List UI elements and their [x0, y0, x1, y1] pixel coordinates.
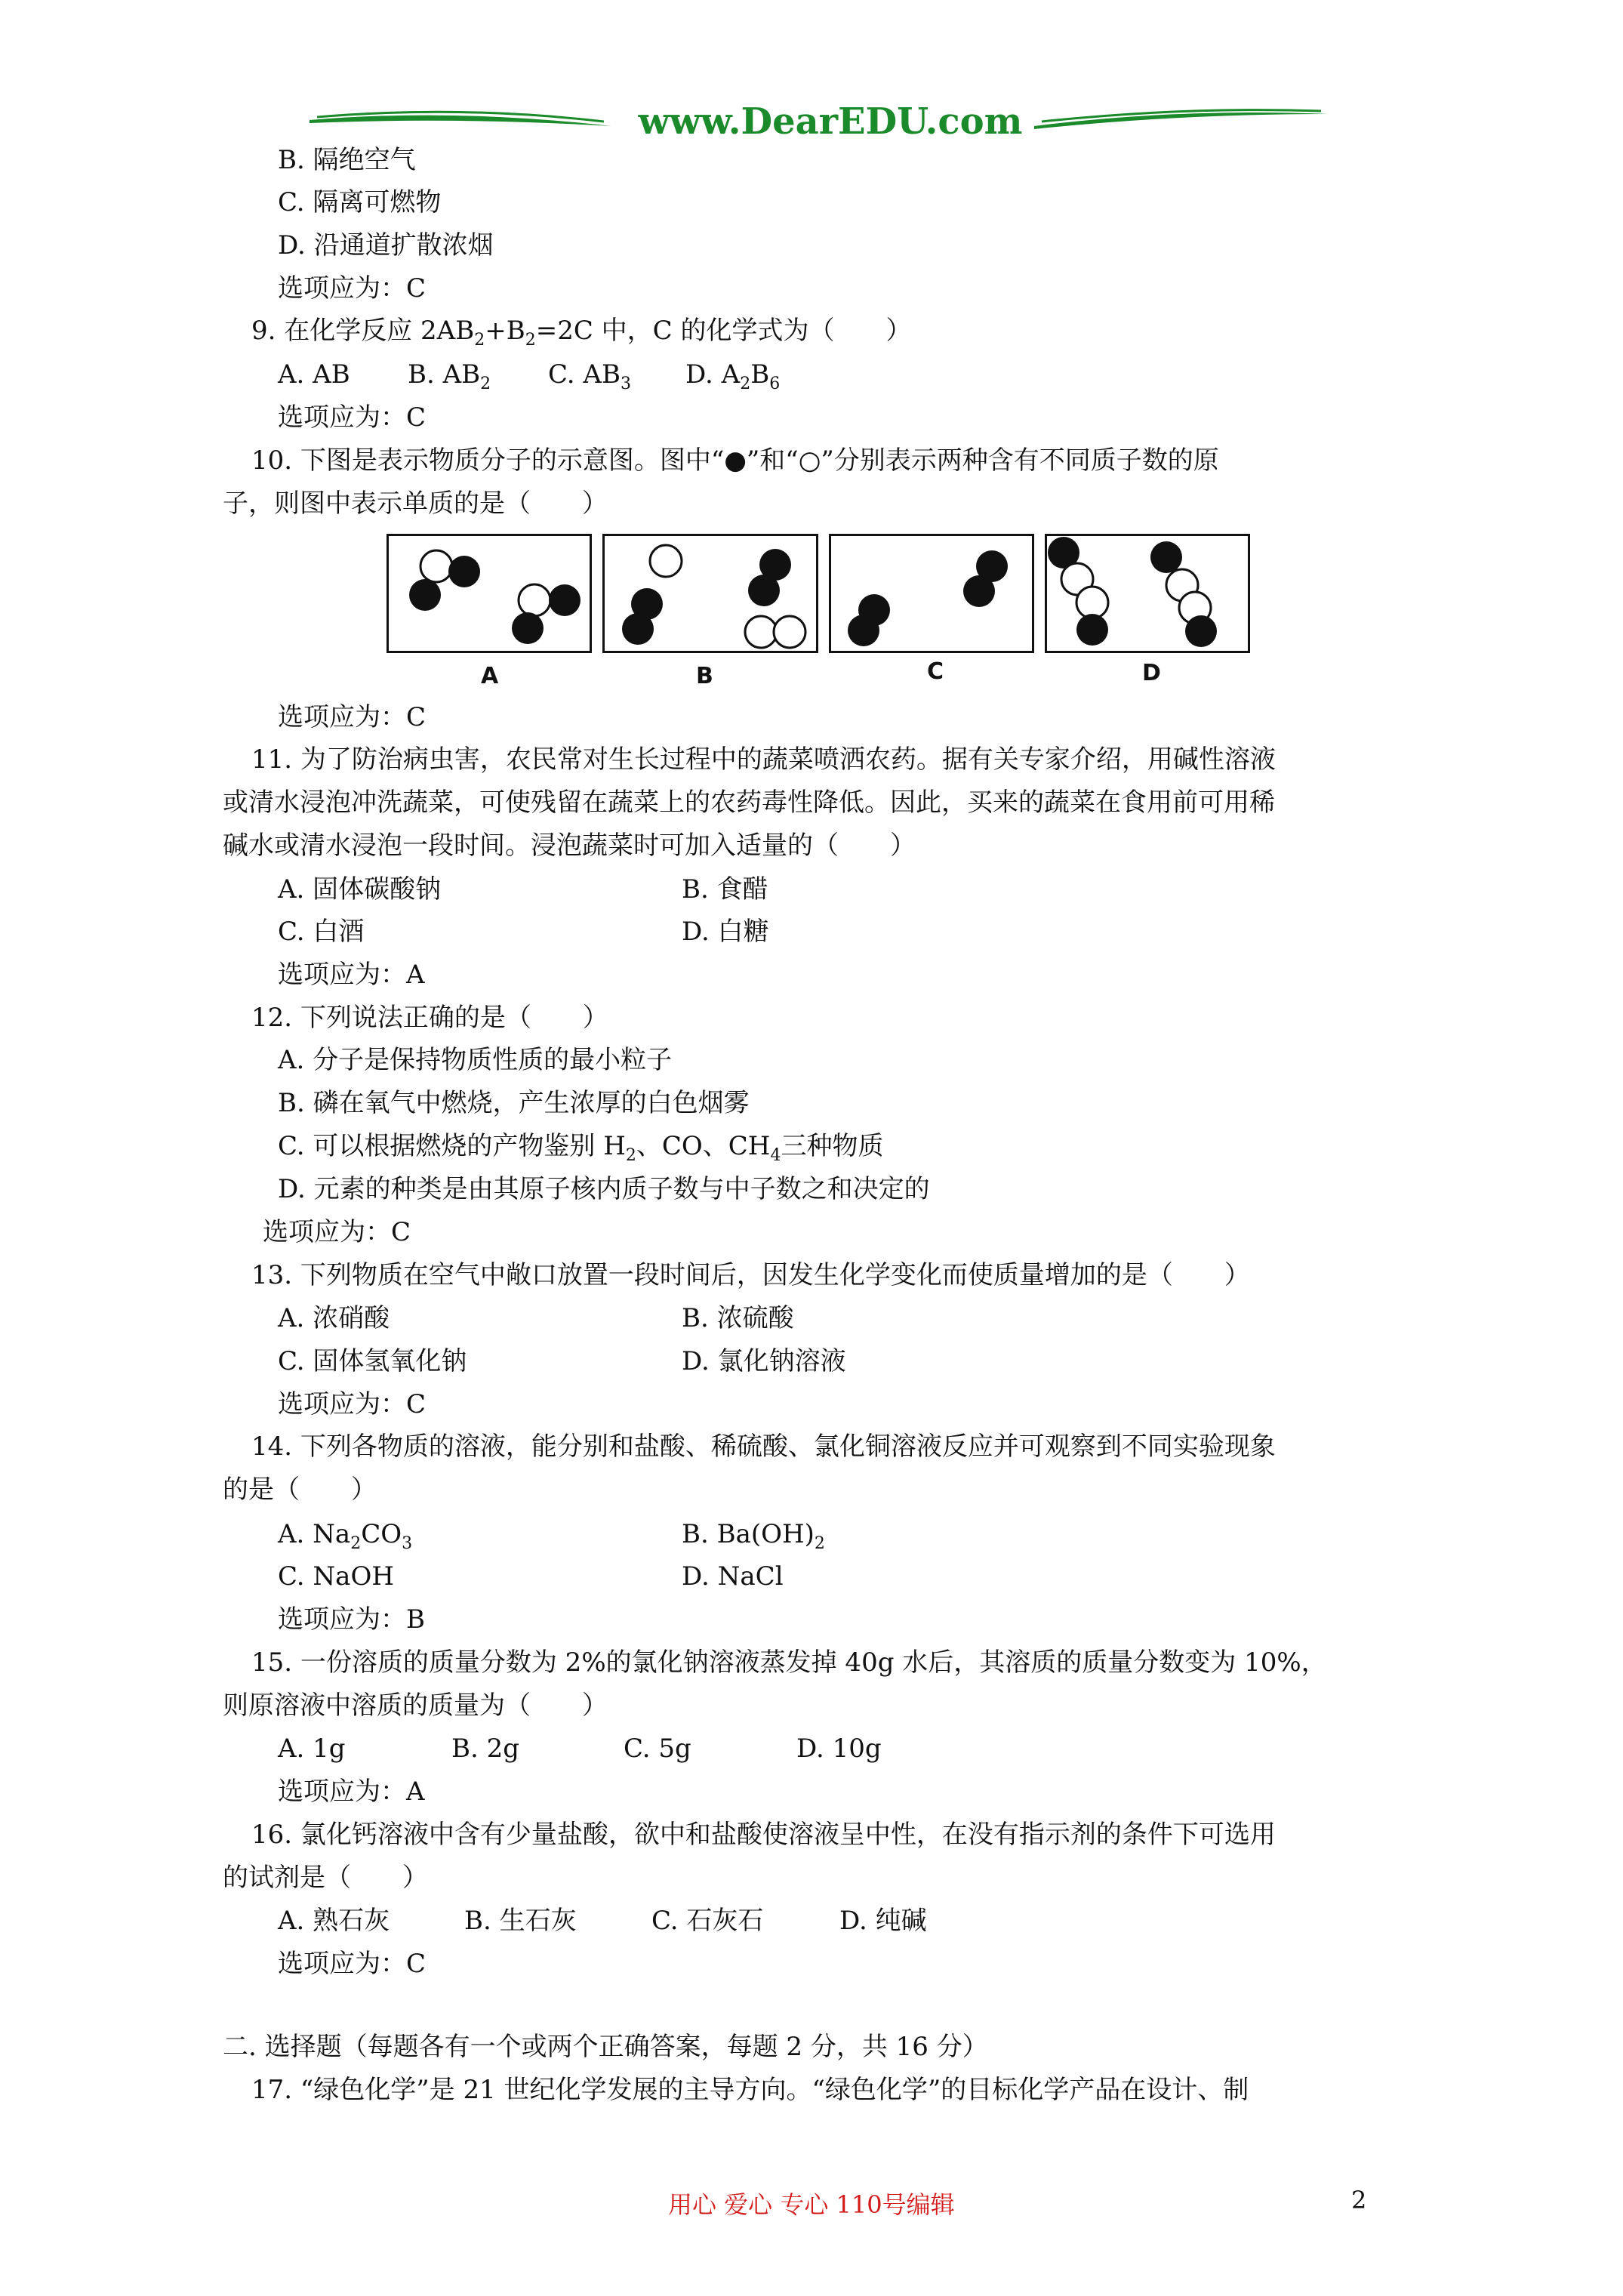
q8-option-c: C. 隔离可燃物: [278, 187, 442, 217]
q8-answer: 选项应为：C: [278, 273, 427, 304]
q15-answer: 选项应为：A: [278, 1777, 425, 1807]
q15-option-b: B. 2g: [451, 1734, 519, 1764]
q15-option-d: D. 10g: [796, 1734, 882, 1764]
q10-stem-line1: 10. 下图是表示物质分子的示意图。图中“●”和“○”分别表示两种含有不同质子数的原: [251, 445, 1219, 476]
q16-option-a: A. 熟石灰: [278, 1906, 390, 1936]
q12-option-a: A. 分子是保持物质性质的最小粒子: [278, 1045, 673, 1075]
q14-stem-line2: 的是（ ）: [223, 1475, 377, 1505]
q16-stem-line2: 的试剂是（ ）: [223, 1863, 428, 1893]
q15-option-c: C. 5g: [624, 1734, 691, 1764]
q16-answer: 选项应为：C: [278, 1949, 427, 1979]
q16-option-c: C. 石灰石: [651, 1906, 764, 1936]
q14-option-c: C. NaOH: [278, 1561, 394, 1592]
q14-answer: 选项应为：B: [278, 1604, 425, 1635]
q17-stem-line1: 17. “绿色化学”是 21 世纪化学发展的主导方向。“绿色化学”的目标化学产品在设计、制: [251, 2075, 1249, 2105]
q15-stem-line1: 15. 一份溶质的质量分数为 2%的氯化钠溶液蒸发掉 40g 水后，其溶质的质量分数变为 10%，: [251, 1647, 1327, 1678]
molecule-diagram-a: [387, 534, 592, 653]
q13-option-d: D. 氯化钠溶液: [682, 1346, 846, 1376]
q14-option-a: A. $Na_2CO_3$: [278, 1519, 413, 1553]
q11-stem-line1: 11. 为了防治病虫害，农民常对生长过程中的蔬菜喷洒农药。据有关专家介绍，用碱性溶液: [251, 744, 1276, 775]
q13-answer: 选项应为：C: [278, 1389, 427, 1419]
molecule-diagram-c: [829, 534, 1034, 653]
molecule-b-atoms: [605, 536, 816, 651]
q8-option-b: B. 隔绝空气: [278, 145, 416, 175]
molecule-diagram-b: [602, 534, 818, 653]
q14-stem-line1: 14. 下列各物质的溶液，能分别和盐酸、稀硫酸、氯化铜溶液反应并可观察到不同实验现象: [251, 1432, 1276, 1462]
molecule-a-atoms: [389, 536, 590, 651]
q11-option-d: D. 白糖: [682, 917, 769, 947]
diagram-label-c: C: [927, 658, 944, 685]
q9-option-c: C. $AB_3$: [548, 359, 631, 393]
q16-stem-line1: 16. 氯化钙溶液中含有少量盐酸，欲中和盐酸使溶液呈中性，在没有指示剂的条件下可选用: [251, 1820, 1276, 1850]
q8-option-d: D. 沿通道扩散浓烟: [278, 230, 494, 260]
molecule-d-atoms: [1047, 536, 1248, 651]
q14-option-b: B. $Ba(OH)_2$: [682, 1519, 825, 1553]
q10-stem-line2: 子，则图中表示单质的是（ ）: [223, 488, 608, 519]
q10-answer: 选项应为：C: [278, 702, 427, 732]
q9-option-b: B. $AB_2$: [408, 359, 491, 393]
footer-editor-note: 用心 爱心 专心 110号编辑: [668, 2190, 955, 2219]
q12-stem: 12. 下列说法正确的是（ ）: [251, 1003, 608, 1033]
q11-stem-line2: 或清水浸泡冲洗蔬菜，可使残留在蔬菜上的农药毒性降低。因此，买来的蔬菜在食用前可用稀: [223, 787, 1275, 818]
q9-stem: 9. 在化学反应 $2AB_2+B_2=2C$ 中，C 的化学式为（ ）: [251, 316, 912, 350]
diagram-label-d: D: [1142, 660, 1161, 686]
q12-option-d: D. 元素的种类是由其原子核内质子数与中子数之和决定的: [278, 1174, 930, 1204]
diagram-label-b: B: [696, 663, 713, 689]
q9-option-d: D. $A_2B_6$: [685, 359, 781, 393]
molecule-diagram-d: [1045, 534, 1250, 653]
page-number: 2: [1351, 2186, 1367, 2214]
q11-option-a: A. 固体碳酸钠: [278, 874, 442, 905]
q12-answer: 选项应为：C: [263, 1217, 411, 1247]
q12-option-b: B. 磷在氧气中燃烧，产生浓厚的白色烟雾: [278, 1088, 750, 1118]
q11-stem-line3: 碱水或清水浸泡一段时间。浸泡蔬菜时可加入适量的（ ）: [223, 831, 916, 861]
site-header-banner: [302, 94, 1336, 155]
molecule-c-atoms: [831, 536, 1032, 651]
q15-option-a: A. 1g: [278, 1734, 346, 1764]
q13-option-c: C. 固体氢氧化钠: [278, 1346, 467, 1376]
q13-option-b: B. 浓硫酸: [682, 1303, 794, 1333]
q11-option-b: B. 食醋: [682, 874, 768, 905]
section-2-title: 二. 选择题（每题各有一个或两个正确答案，每题 2 分，共 16 分）: [223, 2032, 988, 2062]
q13-option-a: A. 浓硝酸: [278, 1303, 390, 1333]
q15-stem-line2: 则原溶液中溶质的质量为（ ）: [223, 1690, 608, 1721]
q9-option-a: A. AB: [278, 359, 350, 390]
q9-answer: 选项应为：C: [278, 402, 427, 433]
q14-option-d: D. NaCl: [682, 1561, 784, 1592]
q11-answer: 选项应为：A: [278, 960, 425, 990]
q11-option-c: C. 白酒: [278, 917, 365, 947]
site-url: www.DearEDU.com: [638, 100, 1023, 143]
q13-stem: 13. 下列物质在空气中敞口放置一段时间后，因发生化学变化而使质量增加的是（ ）: [251, 1260, 1250, 1290]
q16-option-d: D. 纯碱: [839, 1906, 927, 1936]
q16-option-b: B. 生石灰: [464, 1906, 577, 1936]
header-swoosh-right: [1027, 94, 1336, 155]
diagram-label-a: A: [481, 663, 499, 689]
q12-option-c: C. 可以根据燃烧的产物鉴别 $H_2$、CO、$CH_4$三种物质: [278, 1131, 884, 1165]
